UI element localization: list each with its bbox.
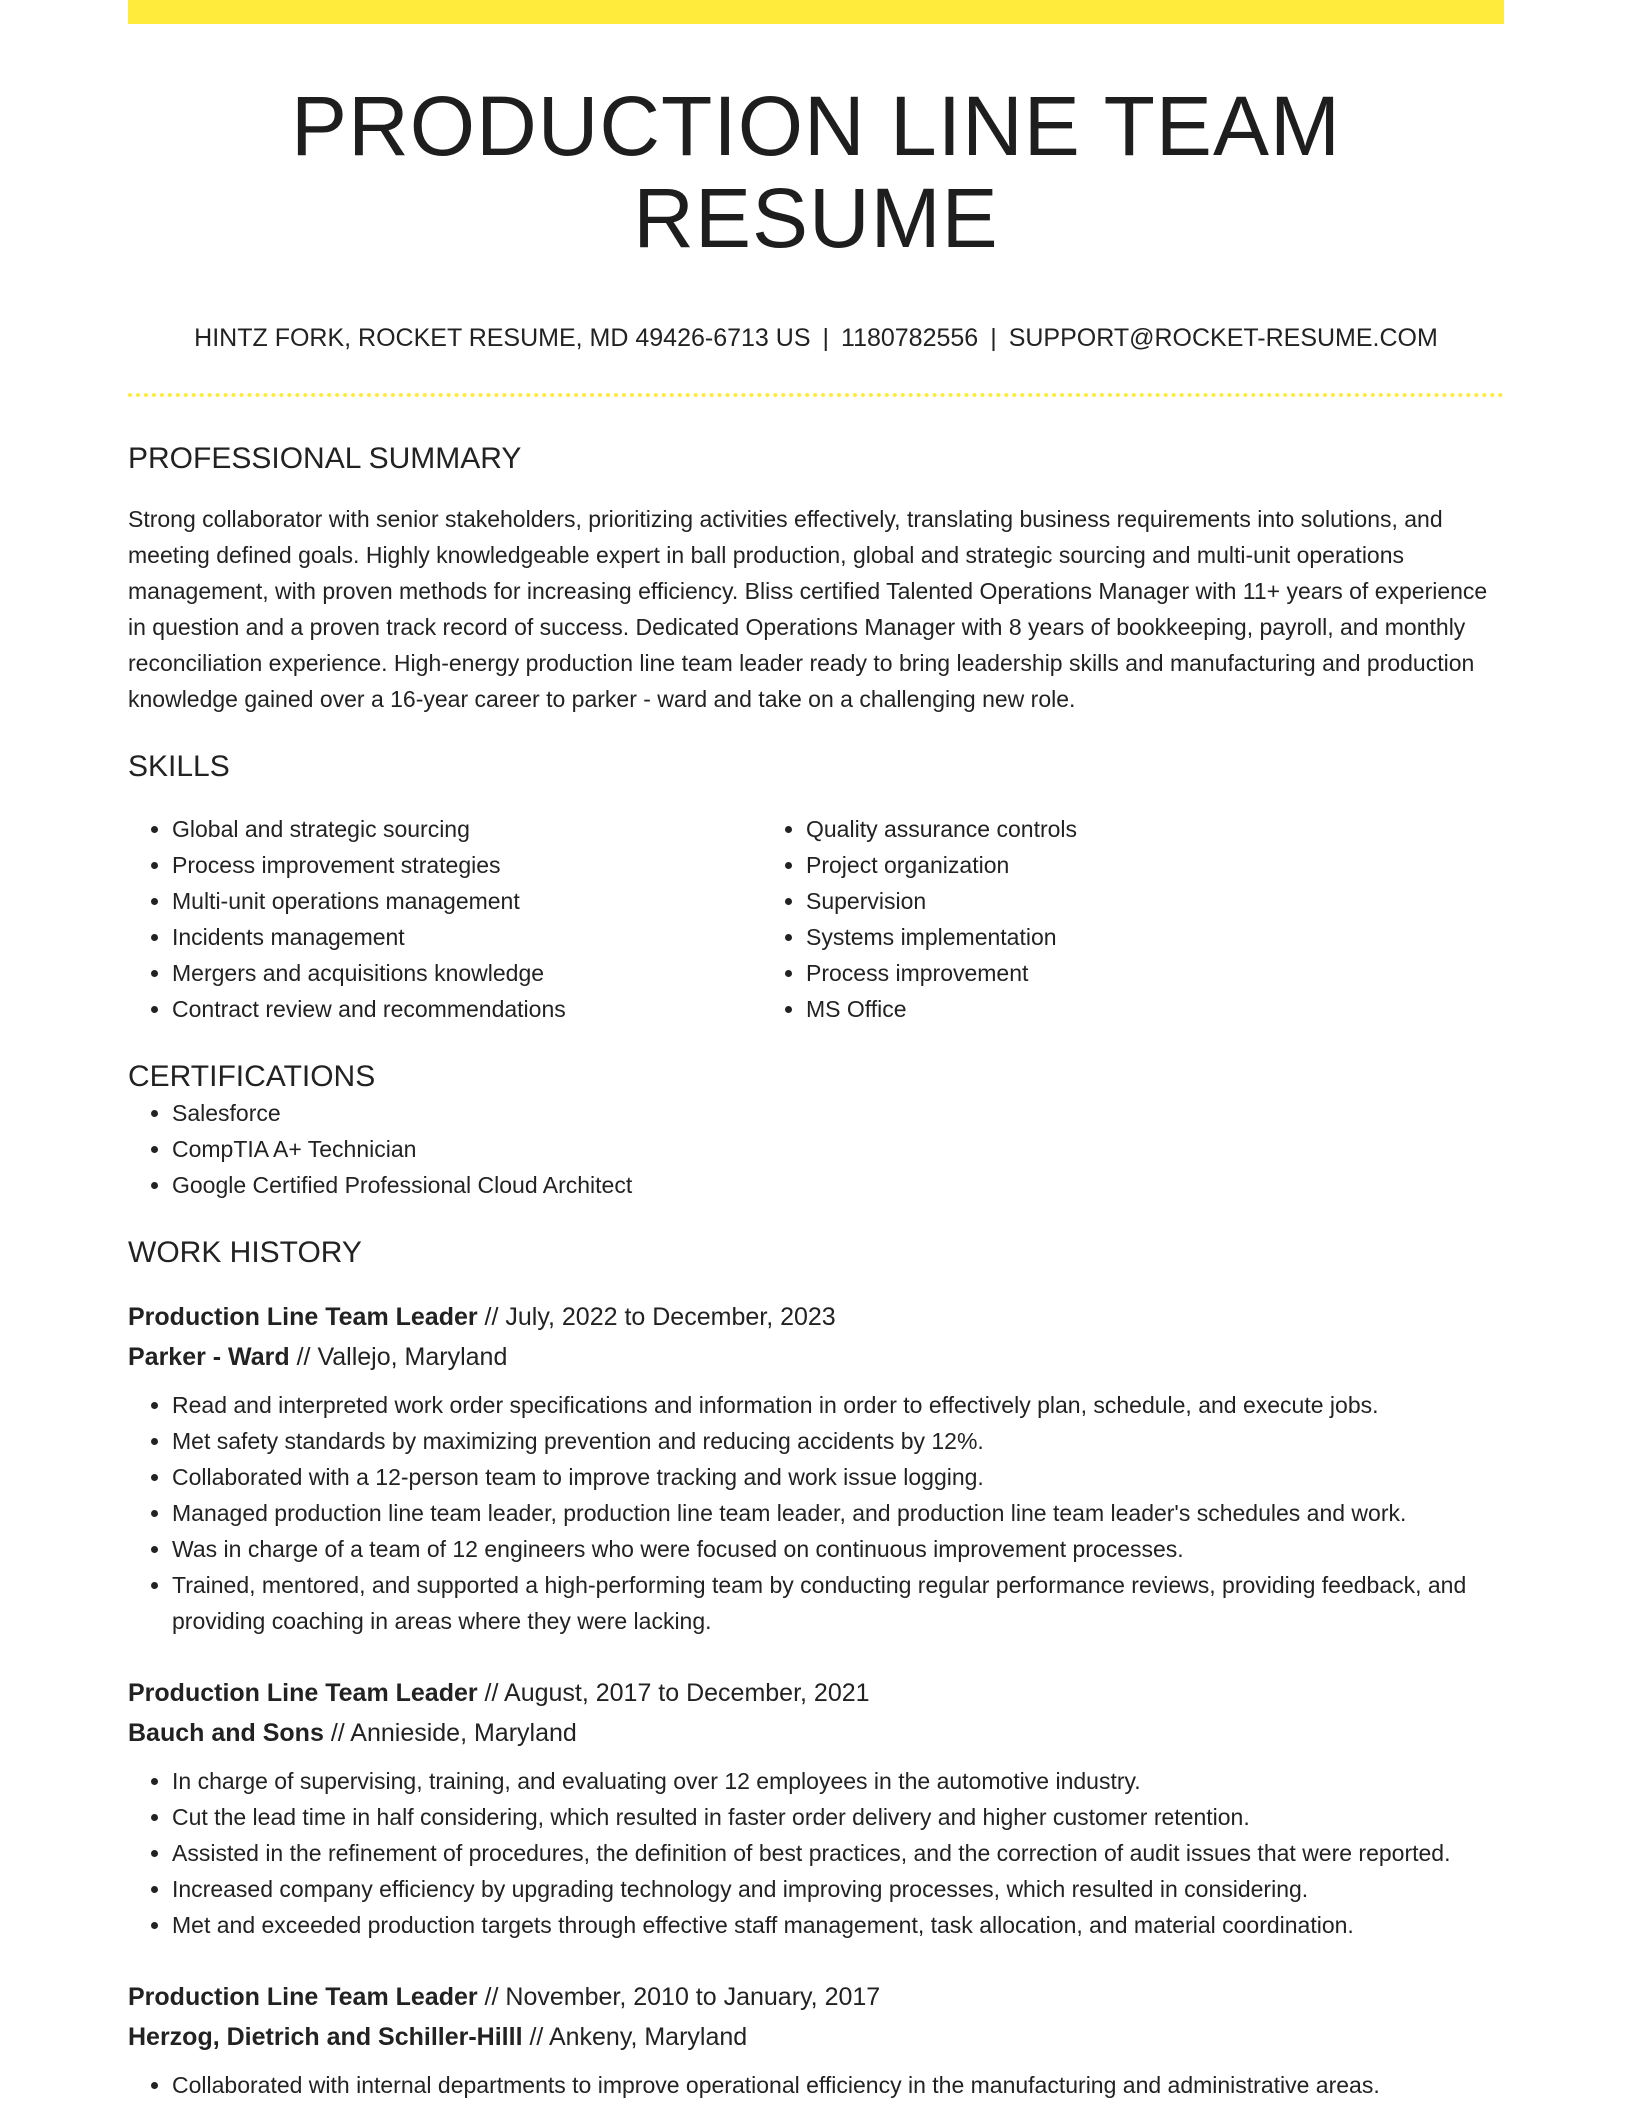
job-company: Herzog, Dietrich and Schiller-Hilll [128,2022,523,2051]
job-role-line [128,1977,1504,2017]
contact-line [128,323,1504,353]
job-bullets [128,1763,1504,1943]
job-bullet: • Collaborated with internal departments to improve operational efficiency in the manufacturing and administrative areas. [172,2067,1504,2103]
skills-heading: SKILLS [128,749,230,783]
job-separator: // [477,1678,505,1707]
certifications-list [128,1095,1504,1203]
job-role-line [128,1673,1504,1713]
resume-title: PRODUCTION LINE TEAM RESUME [291,79,1341,266]
skill-item: • Systems implementation [806,919,1396,955]
job-company-line [128,1337,1504,1377]
contact-separator: | [822,323,830,352]
job-role-line [128,1297,1504,1337]
job-bullet: • Met and exceeded production targets through effective staff management, task allocation, and material coordination. [172,1907,1504,1943]
skill-item: • Supervision [806,883,1396,919]
job-bullet: • Assisted in the refinement of procedures, the definition of best practices, and the correction of audit issues that were reported. [172,1835,1504,1871]
skills-columns [128,811,1504,1027]
contact-address: HINTZ FORK, ROCKET RESUME, MD 49426-6713 US [194,323,811,352]
job-bullet: • Met safety standards by maximizing prevention and reducing accidents by 12%. [172,1423,1504,1459]
summary-text: Strong collaborator with senior stakeholders, prioritizing activities effectively, translating business requirements into solutions, and meeting defined goals. Highly knowledgeable expert in ball production, global and strategic sourcing and multi-unit operations management, with proven methods for increasing efficiency. Bliss certified Talented Operations Manager with 11+ years of experience in question and a proven track record of success. Dedicated Operations Manager with 8 years of bookkeeping, payroll, and monthly reconciliation experience. High-energy production line team leader ready to bring leadership skills and manufacturing and production knowledge gained over a 16-year career to parker - ward and take on a challenging new role. [128,505,1488,712]
job-entry [128,1673,1504,1943]
job-company: Bauch and Sons [128,1718,324,1747]
job-bullet: • Collaborated with a 12-person team to improve tracking and work issue logging. [172,1459,1504,1495]
skill-item: • MS Office [806,991,1396,1027]
job-company: Parker - Ward [128,1342,290,1371]
job-bullet: • Trained, mentored, and supported a high-performing team by conducting regular performance reviews, providing feedback, and providing coaching in areas where they were lacking. [172,1567,1504,1639]
work-history-heading: WORK HISTORY [128,1235,362,1269]
job-separator: // [289,1342,318,1371]
job-bullet: • In charge of supervising, training, and evaluating over 12 employees in the automotive industry. [172,1763,1504,1799]
skill-item: • Project organization [806,847,1396,883]
skill-item: • Global and strategic sourcing [172,811,762,847]
skill-item: • Process improvement [806,955,1396,991]
certification-item: • Google Certified Professional Cloud Architect [172,1167,1504,1203]
skill-item: • Mergers and acquisitions knowledge [172,955,762,991]
skill-item: • Process improvement strategies [172,847,762,883]
job-bullets [128,1387,1504,1639]
job-dates: July, 2022 to December, 2023 [505,1302,836,1331]
job-role: Production Line Team Leader [128,1982,478,2011]
certifications-heading: CERTIFICATIONS [128,1059,376,1093]
skill-item: • Contract review and recommendations [172,991,762,1027]
job-entry [128,1977,1504,2103]
job-role: Production Line Team Leader [128,1302,478,1331]
top-accent-bar [128,0,1504,24]
job-bullets [128,2067,1504,2103]
resume-page [128,0,1504,2103]
job-entry [128,1297,1504,1639]
job-bullet: • Cut the lead time in half considering, which resulted in faster order delivery and higher customer retention. [172,1799,1504,1835]
job-location: Annieside, Maryland [350,1718,577,1747]
job-dates: August, 2017 to December, 2021 [504,1678,870,1707]
skill-item: • Multi-unit operations management [172,883,762,919]
job-bullet: • Increased company efficiency by upgrading technology and improving processes, which resulted in considering. [172,1871,1504,1907]
job-separator: // [522,2022,549,2051]
job-company-line [128,2017,1504,2057]
job-dates: November, 2010 to January, 2017 [505,1982,881,2011]
job-company-line [128,1713,1504,1753]
skill-item: • Incidents management [172,919,762,955]
job-bullet: • Was in charge of a team of 12 engineers who were focused on continuous improvement processes. [172,1531,1504,1567]
job-separator: // [477,1982,506,2011]
job-separator: // [477,1302,506,1331]
job-bullet: • Managed production line team leader, production line team leader, and production line team leader's schedules and work. [172,1495,1504,1531]
skills-list-right [762,811,1396,1027]
certification-item: • CompTIA A+ Technician [172,1131,1504,1167]
job-separator: // [323,1718,351,1747]
certification-item: • Salesforce [172,1095,1504,1131]
contact-email: SUPPORT@ROCKET-RESUME.COM [1008,323,1438,352]
job-location: Vallejo, Maryland [317,1342,508,1371]
dotted-divider [128,393,1504,397]
skill-item: • Quality assurance controls [806,811,1396,847]
summary-heading: PROFESSIONAL SUMMARY [128,441,522,475]
job-bullet: • Read and interpreted work order specifications and information in order to effectively plan, schedule, and execute jobs. [172,1387,1504,1423]
contact-phone: 1180782556 [841,323,979,352]
skills-list-left [128,811,762,1027]
job-role: Production Line Team Leader [128,1678,478,1707]
contact-separator: | [990,323,997,352]
job-location: Ankeny, Maryland [548,2022,748,2051]
